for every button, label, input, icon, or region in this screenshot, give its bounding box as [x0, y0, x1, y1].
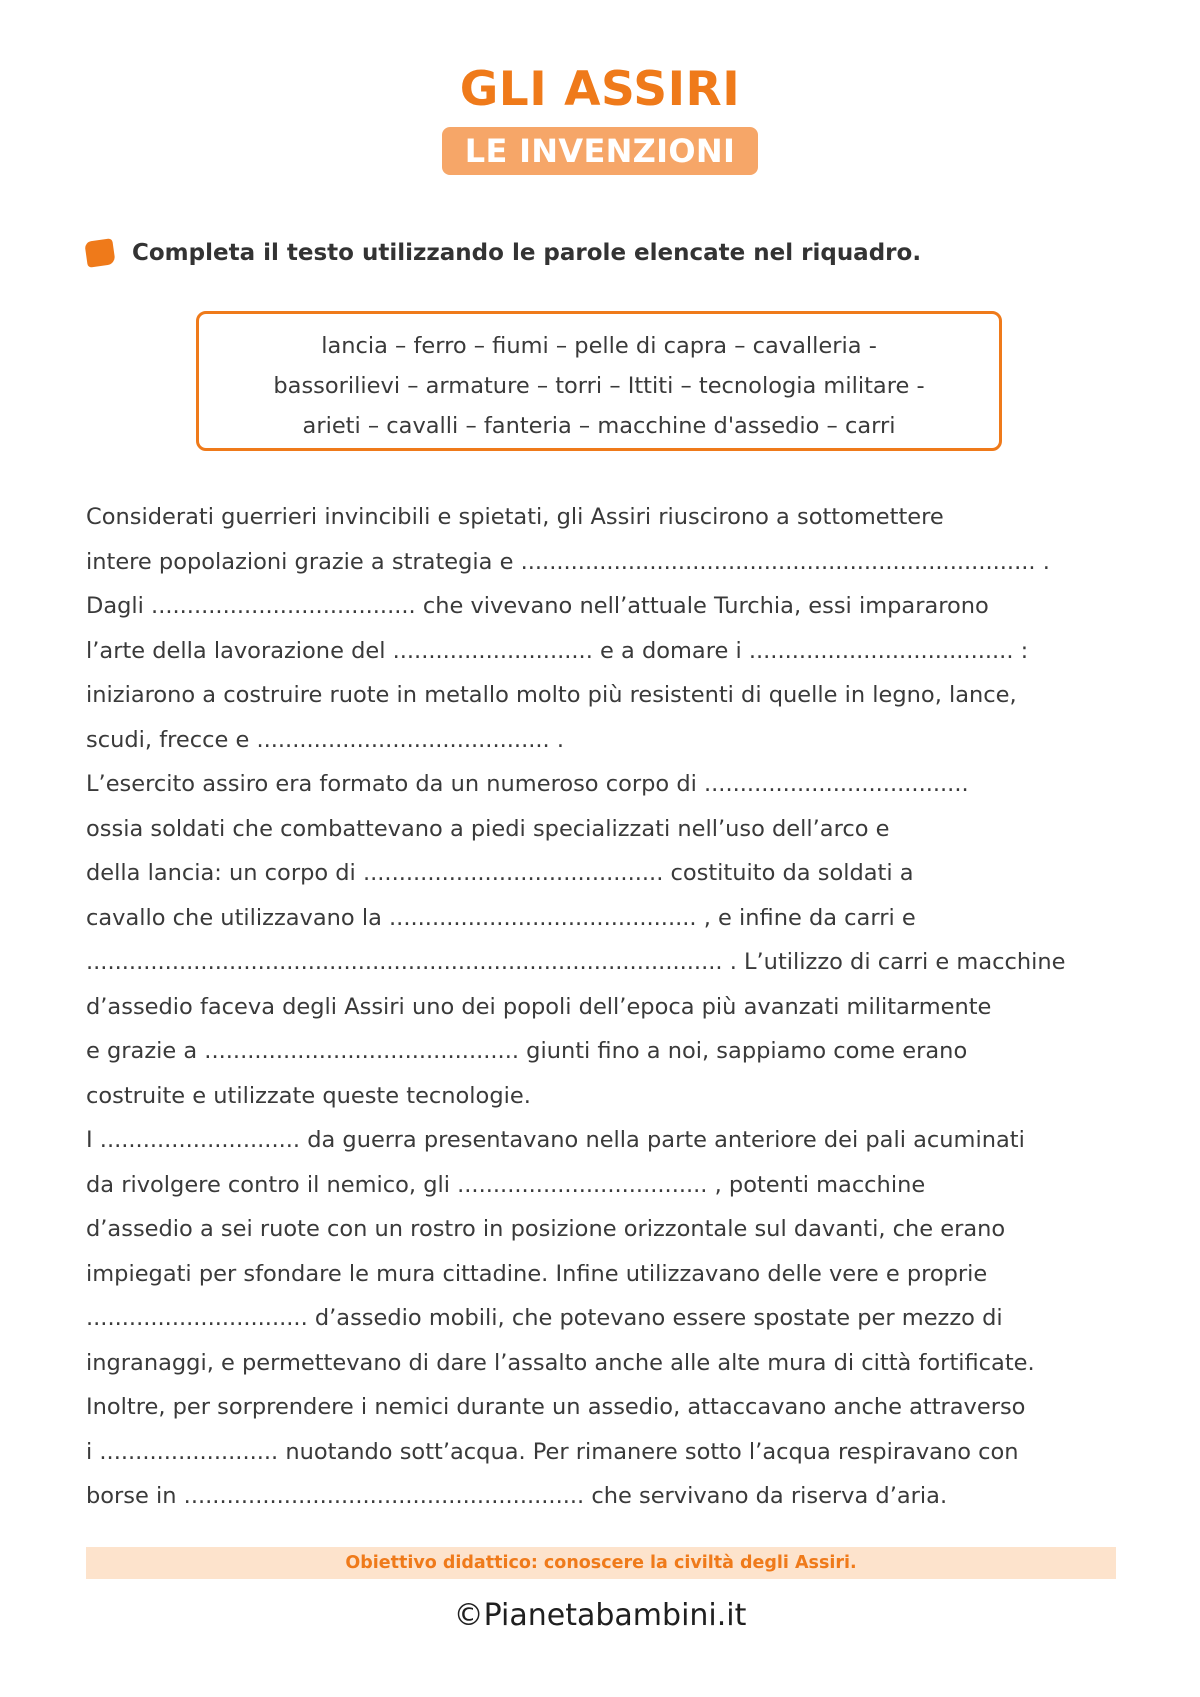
word-bank-line: lancia – ferro – fiumi – pelle di capra – cavalleria -: [321, 333, 877, 359]
subtitle-container: [0, 127, 1200, 175]
passage-line: borse in ........................................................ che servivano da riserva d’aria.: [86, 1483, 948, 1509]
site-credit: ©Pianetabambini.it: [453, 1598, 747, 1633]
passage-line: costruite e utilizzate queste tecnologie.: [86, 1082, 531, 1109]
passage-line: da rivolgere contro il nemico, gli ................................... , potenti macchine: [86, 1171, 926, 1198]
word-bank-line: arieti – cavalli – fanteria – macchine d'assedio – carri: [302, 413, 896, 439]
instruction-text: Completa il testo utilizzando le parole elencate nel riquadro.: [132, 240, 922, 266]
passage-line: ossia soldati che combattevano a piedi specializzati nell’uso dell’arco e: [86, 815, 890, 842]
passage-line: Dagli ..................................... che vivevano nell’attuale Turchia, essi impararono: [86, 593, 989, 619]
passage-line: Inoltre, per sorprendere i nemici durante un assedio, attaccavano anche attraverso: [86, 1394, 1026, 1420]
didactic-goal-bar: [86, 1547, 1116, 1579]
passage-line: scudi, frecce e ......................................... .: [86, 726, 564, 753]
word-bank-line: bassorilievi – armature – torri – Ittiti – tecnologia militare -: [273, 373, 925, 399]
passage-line: ............................... d’assedio mobili, che potevano essere spostate per mezzo di: [86, 1305, 1003, 1331]
passage-line: d’assedio faceva degli Assiri uno dei popoli dell’epoca più avanzati militarmente: [86, 993, 992, 1020]
passage-line: ingranaggi, e permettevano di dare l’assalto anche alle alte mura di città fortificate.: [86, 1349, 1035, 1376]
fill-in-passage: [86, 495, 1126, 1519]
page-title: GLI ASSIRI: [459, 62, 741, 117]
passage-line: e grazie a ............................................ giunti fino a noi, sappiamo come erano: [86, 1038, 968, 1064]
didactic-goal-text: Obiettivo didattico: conoscere la civiltà degli Assiri.: [345, 1553, 857, 1573]
passage-line: della lancia: un corpo di .......................................... costituito da soldati a: [86, 860, 914, 886]
passage-line: I ............................ da guerra presentavano nella parte anteriore dei pali acuminati: [86, 1127, 1025, 1153]
page-subtitle: LE INVENZIONI: [442, 127, 758, 175]
passage-line: Considerati guerrieri invincibili e spietati, gli Assiri riuscirono a sottomettere: [86, 504, 944, 530]
passage-line: d’assedio a sei ruote con un rostro in posizione orizzontale sul davanti, che erano: [86, 1216, 1006, 1242]
passage-line: i ......................... nuotando sott’acqua. Per rimanere sotto l’acqua respiravano con: [86, 1438, 1019, 1465]
passage-line: impiegati per sfondare le mura cittadine. Infine utilizzavano delle vere e proprie: [86, 1260, 988, 1287]
exercise-instruction: [86, 240, 921, 266]
passage-line: iniziarono a costruire ruote in metallo molto più resistenti di quelle in legno, lance,: [86, 682, 1017, 708]
orange-bullet-icon: [84, 238, 115, 268]
word-bank-box: [196, 311, 1002, 451]
passage-line: ......................................................................................... . L’utilizzo di carri e macchine: [86, 949, 1066, 975]
passage-line: intere popolazioni grazie a strategia e ........................................................................ .: [86, 548, 1050, 575]
passage-line: l’arte della lavorazione del ............................ e a domare i ..................................... :: [86, 637, 1029, 664]
passage-line: cavallo che utilizzavano la ........................................... , e infine da carri e: [86, 904, 916, 931]
passage-line: L’esercito assiro era formato da un numeroso corpo di .....................................: [86, 771, 969, 797]
